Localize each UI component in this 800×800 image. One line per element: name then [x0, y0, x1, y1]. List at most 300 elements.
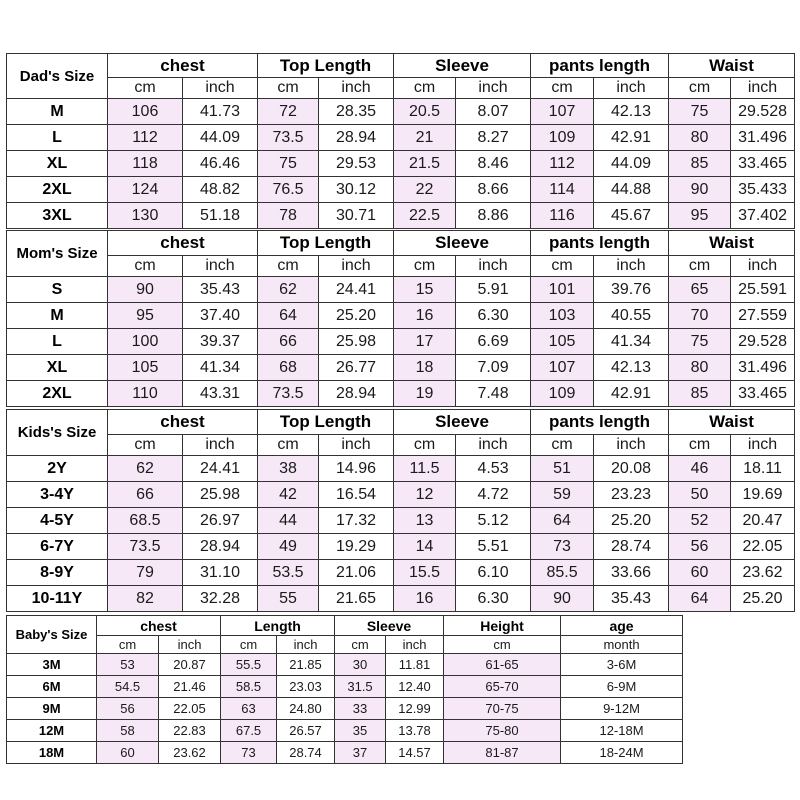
unit-cm: cm [531, 78, 594, 99]
value-cell: 6.30 [456, 303, 531, 329]
table-row [7, 355, 795, 381]
value-cell: 73.5 [258, 381, 319, 407]
value-cell: 64 [258, 303, 319, 329]
value-cell: 21.85 [277, 654, 335, 676]
value-cell: 6-9M [561, 676, 683, 698]
value-cell: 30 [335, 654, 386, 676]
value-cell: 64 [531, 508, 594, 534]
value-cell: 35.433 [731, 177, 795, 203]
unit-inch: inch [731, 435, 795, 456]
value-cell: 25.591 [731, 277, 795, 303]
value-cell: 31.5 [335, 676, 386, 698]
unit-cm: cm [258, 78, 319, 99]
value-cell: 26.57 [277, 720, 335, 742]
value-cell: 20.5 [394, 99, 456, 125]
value-cell: 53.5 [258, 560, 319, 586]
value-cell: 29.53 [319, 151, 394, 177]
value-cell: 14.96 [319, 456, 394, 482]
table-row [7, 482, 795, 508]
value-cell: 114 [531, 177, 594, 203]
dad-header-waist: Waist [669, 54, 795, 78]
table-row [7, 654, 683, 676]
value-cell: 90 [531, 586, 594, 612]
value-cell: 5.91 [456, 277, 531, 303]
value-cell: 55 [258, 586, 319, 612]
value-cell: 42.91 [594, 381, 669, 407]
value-cell: 23.03 [277, 676, 335, 698]
mom-header-sleeve: Sleeve [394, 231, 531, 256]
value-cell: 44 [258, 508, 319, 534]
value-cell: 100 [108, 329, 183, 355]
value-cell: 107 [531, 99, 594, 125]
kids-size-table [6, 409, 795, 612]
size-cell: 6-7Y [7, 534, 108, 560]
value-cell: 85 [669, 151, 731, 177]
value-cell: 21.46 [159, 676, 221, 698]
size-cell: 4-5Y [7, 508, 108, 534]
value-cell: 12.99 [386, 698, 444, 720]
value-cell: 60 [669, 560, 731, 586]
baby-header-chest: chest [97, 616, 221, 636]
value-cell: 16.54 [319, 482, 394, 508]
kids-header-chest: chest [108, 410, 258, 435]
value-cell: 8.27 [456, 125, 531, 151]
size-cell: 6M [7, 676, 97, 698]
value-cell: 73 [531, 534, 594, 560]
value-cell: 51.18 [183, 203, 258, 229]
unit-inch: inch [319, 435, 394, 456]
value-cell: 23.23 [594, 482, 669, 508]
value-cell: 49 [258, 534, 319, 560]
kids-header-pants-length: pants length [531, 410, 669, 435]
size-cell: 18M [7, 742, 97, 764]
unit-inch: inch [386, 636, 444, 654]
value-cell: 25.20 [731, 586, 795, 612]
size-cell: 12M [7, 720, 97, 742]
table-row [7, 151, 795, 177]
value-cell: 17 [394, 329, 456, 355]
unit-inch: inch [456, 78, 531, 99]
value-cell: 25.20 [319, 303, 394, 329]
value-cell: 41.34 [183, 355, 258, 381]
value-cell: 50 [669, 482, 731, 508]
unit-cm: cm [531, 435, 594, 456]
unit-cm: cm [531, 256, 594, 277]
table-row [7, 125, 795, 151]
value-cell: 22 [394, 177, 456, 203]
size-cell: L [7, 125, 108, 151]
value-cell: 25.20 [594, 508, 669, 534]
value-cell: 53 [97, 654, 159, 676]
value-cell: 28.35 [319, 99, 394, 125]
value-cell: 27.559 [731, 303, 795, 329]
size-cell: 2XL [7, 177, 108, 203]
value-cell: 28.94 [319, 381, 394, 407]
size-cell: M [7, 99, 108, 125]
table-row [7, 329, 795, 355]
value-cell: 80 [669, 355, 731, 381]
value-cell: 73.5 [108, 534, 183, 560]
unit-inch: inch [594, 435, 669, 456]
unit-month: month [561, 636, 683, 654]
value-cell: 75 [669, 329, 731, 355]
value-cell: 8.86 [456, 203, 531, 229]
value-cell: 37 [335, 742, 386, 764]
value-cell: 8.07 [456, 99, 531, 125]
value-cell: 4.72 [456, 482, 531, 508]
value-cell: 24.41 [183, 456, 258, 482]
value-cell: 22.05 [159, 698, 221, 720]
value-cell: 103 [531, 303, 594, 329]
unit-cm: cm [97, 636, 159, 654]
value-cell: 7.09 [456, 355, 531, 381]
baby-header-length: Length [221, 616, 335, 636]
mom-header-pants-length: pants length [531, 231, 669, 256]
value-cell: 32.28 [183, 586, 258, 612]
kids-header-sleeve: Sleeve [394, 410, 531, 435]
value-cell: 31.496 [731, 125, 795, 151]
value-cell: 35.43 [183, 277, 258, 303]
dad-header-top-length: Top Length [258, 54, 394, 78]
value-cell: 76.5 [258, 177, 319, 203]
value-cell: 26.77 [319, 355, 394, 381]
value-cell: 72 [258, 99, 319, 125]
value-cell: 66 [258, 329, 319, 355]
value-cell: 42.91 [594, 125, 669, 151]
value-cell: 95 [108, 303, 183, 329]
value-cell: 13.78 [386, 720, 444, 742]
value-cell: 112 [108, 125, 183, 151]
baby-header-height: Height [444, 616, 561, 636]
value-cell: 70 [669, 303, 731, 329]
table-row [7, 676, 683, 698]
value-cell: 6.30 [456, 586, 531, 612]
mom-size-label: Mom's Size [7, 231, 108, 277]
value-cell: 65 [669, 277, 731, 303]
mom-header-waist: Waist [669, 231, 795, 256]
value-cell: 42 [258, 482, 319, 508]
baby-size-label: Baby's Size [7, 616, 97, 654]
value-cell: 44.88 [594, 177, 669, 203]
value-cell: 24.80 [277, 698, 335, 720]
unit-cm: cm [335, 636, 386, 654]
value-cell: 11.5 [394, 456, 456, 482]
value-cell: 118 [108, 151, 183, 177]
value-cell: 35 [335, 720, 386, 742]
kids-header-waist: Waist [669, 410, 795, 435]
value-cell: 68.5 [108, 508, 183, 534]
value-cell: 39.37 [183, 329, 258, 355]
value-cell: 21.65 [319, 586, 394, 612]
unit-inch: inch [594, 78, 669, 99]
value-cell: 20.47 [731, 508, 795, 534]
value-cell: 11.81 [386, 654, 444, 676]
mom-header-chest: chest [108, 231, 258, 256]
unit-cm: cm [444, 636, 561, 654]
value-cell: 16 [394, 586, 456, 612]
value-cell: 95 [669, 203, 731, 229]
table-row [7, 277, 795, 303]
value-cell: 85 [669, 381, 731, 407]
value-cell: 18.11 [731, 456, 795, 482]
value-cell: 3-6M [561, 654, 683, 676]
unit-inch: inch [456, 256, 531, 277]
value-cell: 116 [531, 203, 594, 229]
value-cell: 59 [531, 482, 594, 508]
unit-cm: cm [669, 78, 731, 99]
value-cell: 5.51 [456, 534, 531, 560]
value-cell: 48.82 [183, 177, 258, 203]
value-cell: 52 [669, 508, 731, 534]
value-cell: 28.94 [183, 534, 258, 560]
value-cell: 18 [394, 355, 456, 381]
unit-cm: cm [394, 78, 456, 99]
value-cell: 12-18M [561, 720, 683, 742]
value-cell: 17.32 [319, 508, 394, 534]
value-cell: 37.40 [183, 303, 258, 329]
value-cell: 33.465 [731, 151, 795, 177]
table-row [7, 742, 683, 764]
value-cell: 106 [108, 99, 183, 125]
value-cell: 9-12M [561, 698, 683, 720]
size-cell: 3M [7, 654, 97, 676]
unit-cm: cm [669, 256, 731, 277]
value-cell: 46 [669, 456, 731, 482]
table-row [7, 381, 795, 407]
value-cell: 21.5 [394, 151, 456, 177]
value-cell: 8.46 [456, 151, 531, 177]
unit-inch: inch [319, 78, 394, 99]
table-row [7, 586, 795, 612]
value-cell: 43.31 [183, 381, 258, 407]
value-cell: 22.5 [394, 203, 456, 229]
unit-inch: inch [731, 256, 795, 277]
size-cell: M [7, 303, 108, 329]
value-cell: 14.57 [386, 742, 444, 764]
value-cell: 80 [669, 125, 731, 151]
size-cell: XL [7, 355, 108, 381]
value-cell: 4.53 [456, 456, 531, 482]
value-cell: 42.13 [594, 355, 669, 381]
value-cell: 65-70 [444, 676, 561, 698]
value-cell: 73 [221, 742, 277, 764]
value-cell: 124 [108, 177, 183, 203]
size-cell: S [7, 277, 108, 303]
unit-cm: cm [258, 435, 319, 456]
value-cell: 109 [531, 381, 594, 407]
unit-cm: cm [394, 435, 456, 456]
value-cell: 30.12 [319, 177, 394, 203]
unit-cm: cm [669, 435, 731, 456]
value-cell: 15.5 [394, 560, 456, 586]
value-cell: 112 [531, 151, 594, 177]
dad-size-table [6, 53, 795, 229]
table-row [7, 203, 795, 229]
baby-header-age: age [561, 616, 683, 636]
value-cell: 78 [258, 203, 319, 229]
value-cell: 23.62 [731, 560, 795, 586]
value-cell: 40.55 [594, 303, 669, 329]
value-cell: 54.5 [97, 676, 159, 698]
value-cell: 44.09 [183, 125, 258, 151]
value-cell: 41.73 [183, 99, 258, 125]
size-cell: XL [7, 151, 108, 177]
value-cell: 20.87 [159, 654, 221, 676]
dad-header-chest: chest [108, 54, 258, 78]
value-cell: 8.66 [456, 177, 531, 203]
value-cell: 30.71 [319, 203, 394, 229]
size-cell: 3-4Y [7, 482, 108, 508]
value-cell: 33.66 [594, 560, 669, 586]
value-cell: 110 [108, 381, 183, 407]
value-cell: 70-75 [444, 698, 561, 720]
value-cell: 39.76 [594, 277, 669, 303]
value-cell: 64 [669, 586, 731, 612]
kids-header-top-length: Top Length [258, 410, 394, 435]
dad-header-sleeve: Sleeve [394, 54, 531, 78]
value-cell: 42.13 [594, 99, 669, 125]
unit-cm: cm [221, 636, 277, 654]
value-cell: 61-65 [444, 654, 561, 676]
value-cell: 14 [394, 534, 456, 560]
size-cell: 2Y [7, 456, 108, 482]
unit-inch: inch [159, 636, 221, 654]
value-cell: 75 [258, 151, 319, 177]
value-cell: 20.08 [594, 456, 669, 482]
baby-size-table [6, 615, 683, 764]
value-cell: 46.46 [183, 151, 258, 177]
value-cell: 82 [108, 586, 183, 612]
value-cell: 19.69 [731, 482, 795, 508]
unit-cm: cm [258, 256, 319, 277]
unit-inch: inch [277, 636, 335, 654]
value-cell: 29.528 [731, 329, 795, 355]
value-cell: 66 [108, 482, 183, 508]
value-cell: 13 [394, 508, 456, 534]
value-cell: 105 [108, 355, 183, 381]
value-cell: 38 [258, 456, 319, 482]
value-cell: 33 [335, 698, 386, 720]
value-cell: 81-87 [444, 742, 561, 764]
value-cell: 31.496 [731, 355, 795, 381]
value-cell: 79 [108, 560, 183, 586]
table-row [7, 698, 683, 720]
dad-size-label: Dad's Size [7, 54, 108, 99]
value-cell: 62 [108, 456, 183, 482]
kids-size-label: Kids's Size [7, 410, 108, 456]
size-cell: 10-11Y [7, 586, 108, 612]
mom-header-top-length: Top Length [258, 231, 394, 256]
value-cell: 22.83 [159, 720, 221, 742]
unit-inch: inch [183, 435, 258, 456]
value-cell: 44.09 [594, 151, 669, 177]
unit-inch: inch [594, 256, 669, 277]
size-cell: 9M [7, 698, 97, 720]
size-cell: 3XL [7, 203, 108, 229]
value-cell: 26.97 [183, 508, 258, 534]
mom-size-table [6, 230, 795, 407]
size-cell: 2XL [7, 381, 108, 407]
value-cell: 6.10 [456, 560, 531, 586]
value-cell: 33.465 [731, 381, 795, 407]
value-cell: 85.5 [531, 560, 594, 586]
unit-cm: cm [394, 256, 456, 277]
value-cell: 62 [258, 277, 319, 303]
unit-inch: inch [183, 78, 258, 99]
unit-inch: inch [319, 256, 394, 277]
value-cell: 29.528 [731, 99, 795, 125]
table-row [7, 560, 795, 586]
value-cell: 19.29 [319, 534, 394, 560]
value-cell: 22.05 [731, 534, 795, 560]
value-cell: 55.5 [221, 654, 277, 676]
value-cell: 60 [97, 742, 159, 764]
value-cell: 28.74 [594, 534, 669, 560]
value-cell: 67.5 [221, 720, 277, 742]
value-cell: 45.67 [594, 203, 669, 229]
value-cell: 58 [97, 720, 159, 742]
table-row [7, 177, 795, 203]
value-cell: 68 [258, 355, 319, 381]
value-cell: 90 [108, 277, 183, 303]
value-cell: 56 [669, 534, 731, 560]
value-cell: 130 [108, 203, 183, 229]
unit-inch: inch [183, 256, 258, 277]
size-cell: 8-9Y [7, 560, 108, 586]
value-cell: 109 [531, 125, 594, 151]
value-cell: 90 [669, 177, 731, 203]
value-cell: 51 [531, 456, 594, 482]
dad-header-pants-length: pants length [531, 54, 669, 78]
value-cell: 63 [221, 698, 277, 720]
value-cell: 15 [394, 277, 456, 303]
value-cell: 75 [669, 99, 731, 125]
table-row [7, 303, 795, 329]
value-cell: 25.98 [183, 482, 258, 508]
size-cell: L [7, 329, 108, 355]
value-cell: 5.12 [456, 508, 531, 534]
value-cell: 101 [531, 277, 594, 303]
value-cell: 28.94 [319, 125, 394, 151]
value-cell: 21.06 [319, 560, 394, 586]
table-row [7, 534, 795, 560]
unit-inch: inch [456, 435, 531, 456]
unit-cm: cm [108, 435, 183, 456]
unit-cm: cm [108, 78, 183, 99]
value-cell: 37.402 [731, 203, 795, 229]
value-cell: 75-80 [444, 720, 561, 742]
value-cell: 6.69 [456, 329, 531, 355]
table-row [7, 720, 683, 742]
unit-cm: cm [108, 256, 183, 277]
value-cell: 12.40 [386, 676, 444, 698]
value-cell: 18-24M [561, 742, 683, 764]
value-cell: 28.74 [277, 742, 335, 764]
baby-header-sleeve: Sleeve [335, 616, 444, 636]
value-cell: 107 [531, 355, 594, 381]
value-cell: 73.5 [258, 125, 319, 151]
value-cell: 35.43 [594, 586, 669, 612]
value-cell: 25.98 [319, 329, 394, 355]
value-cell: 23.62 [159, 742, 221, 764]
value-cell: 41.34 [594, 329, 669, 355]
value-cell: 31.10 [183, 560, 258, 586]
table-row [7, 99, 795, 125]
value-cell: 105 [531, 329, 594, 355]
unit-inch: inch [731, 78, 795, 99]
value-cell: 12 [394, 482, 456, 508]
value-cell: 24.41 [319, 277, 394, 303]
